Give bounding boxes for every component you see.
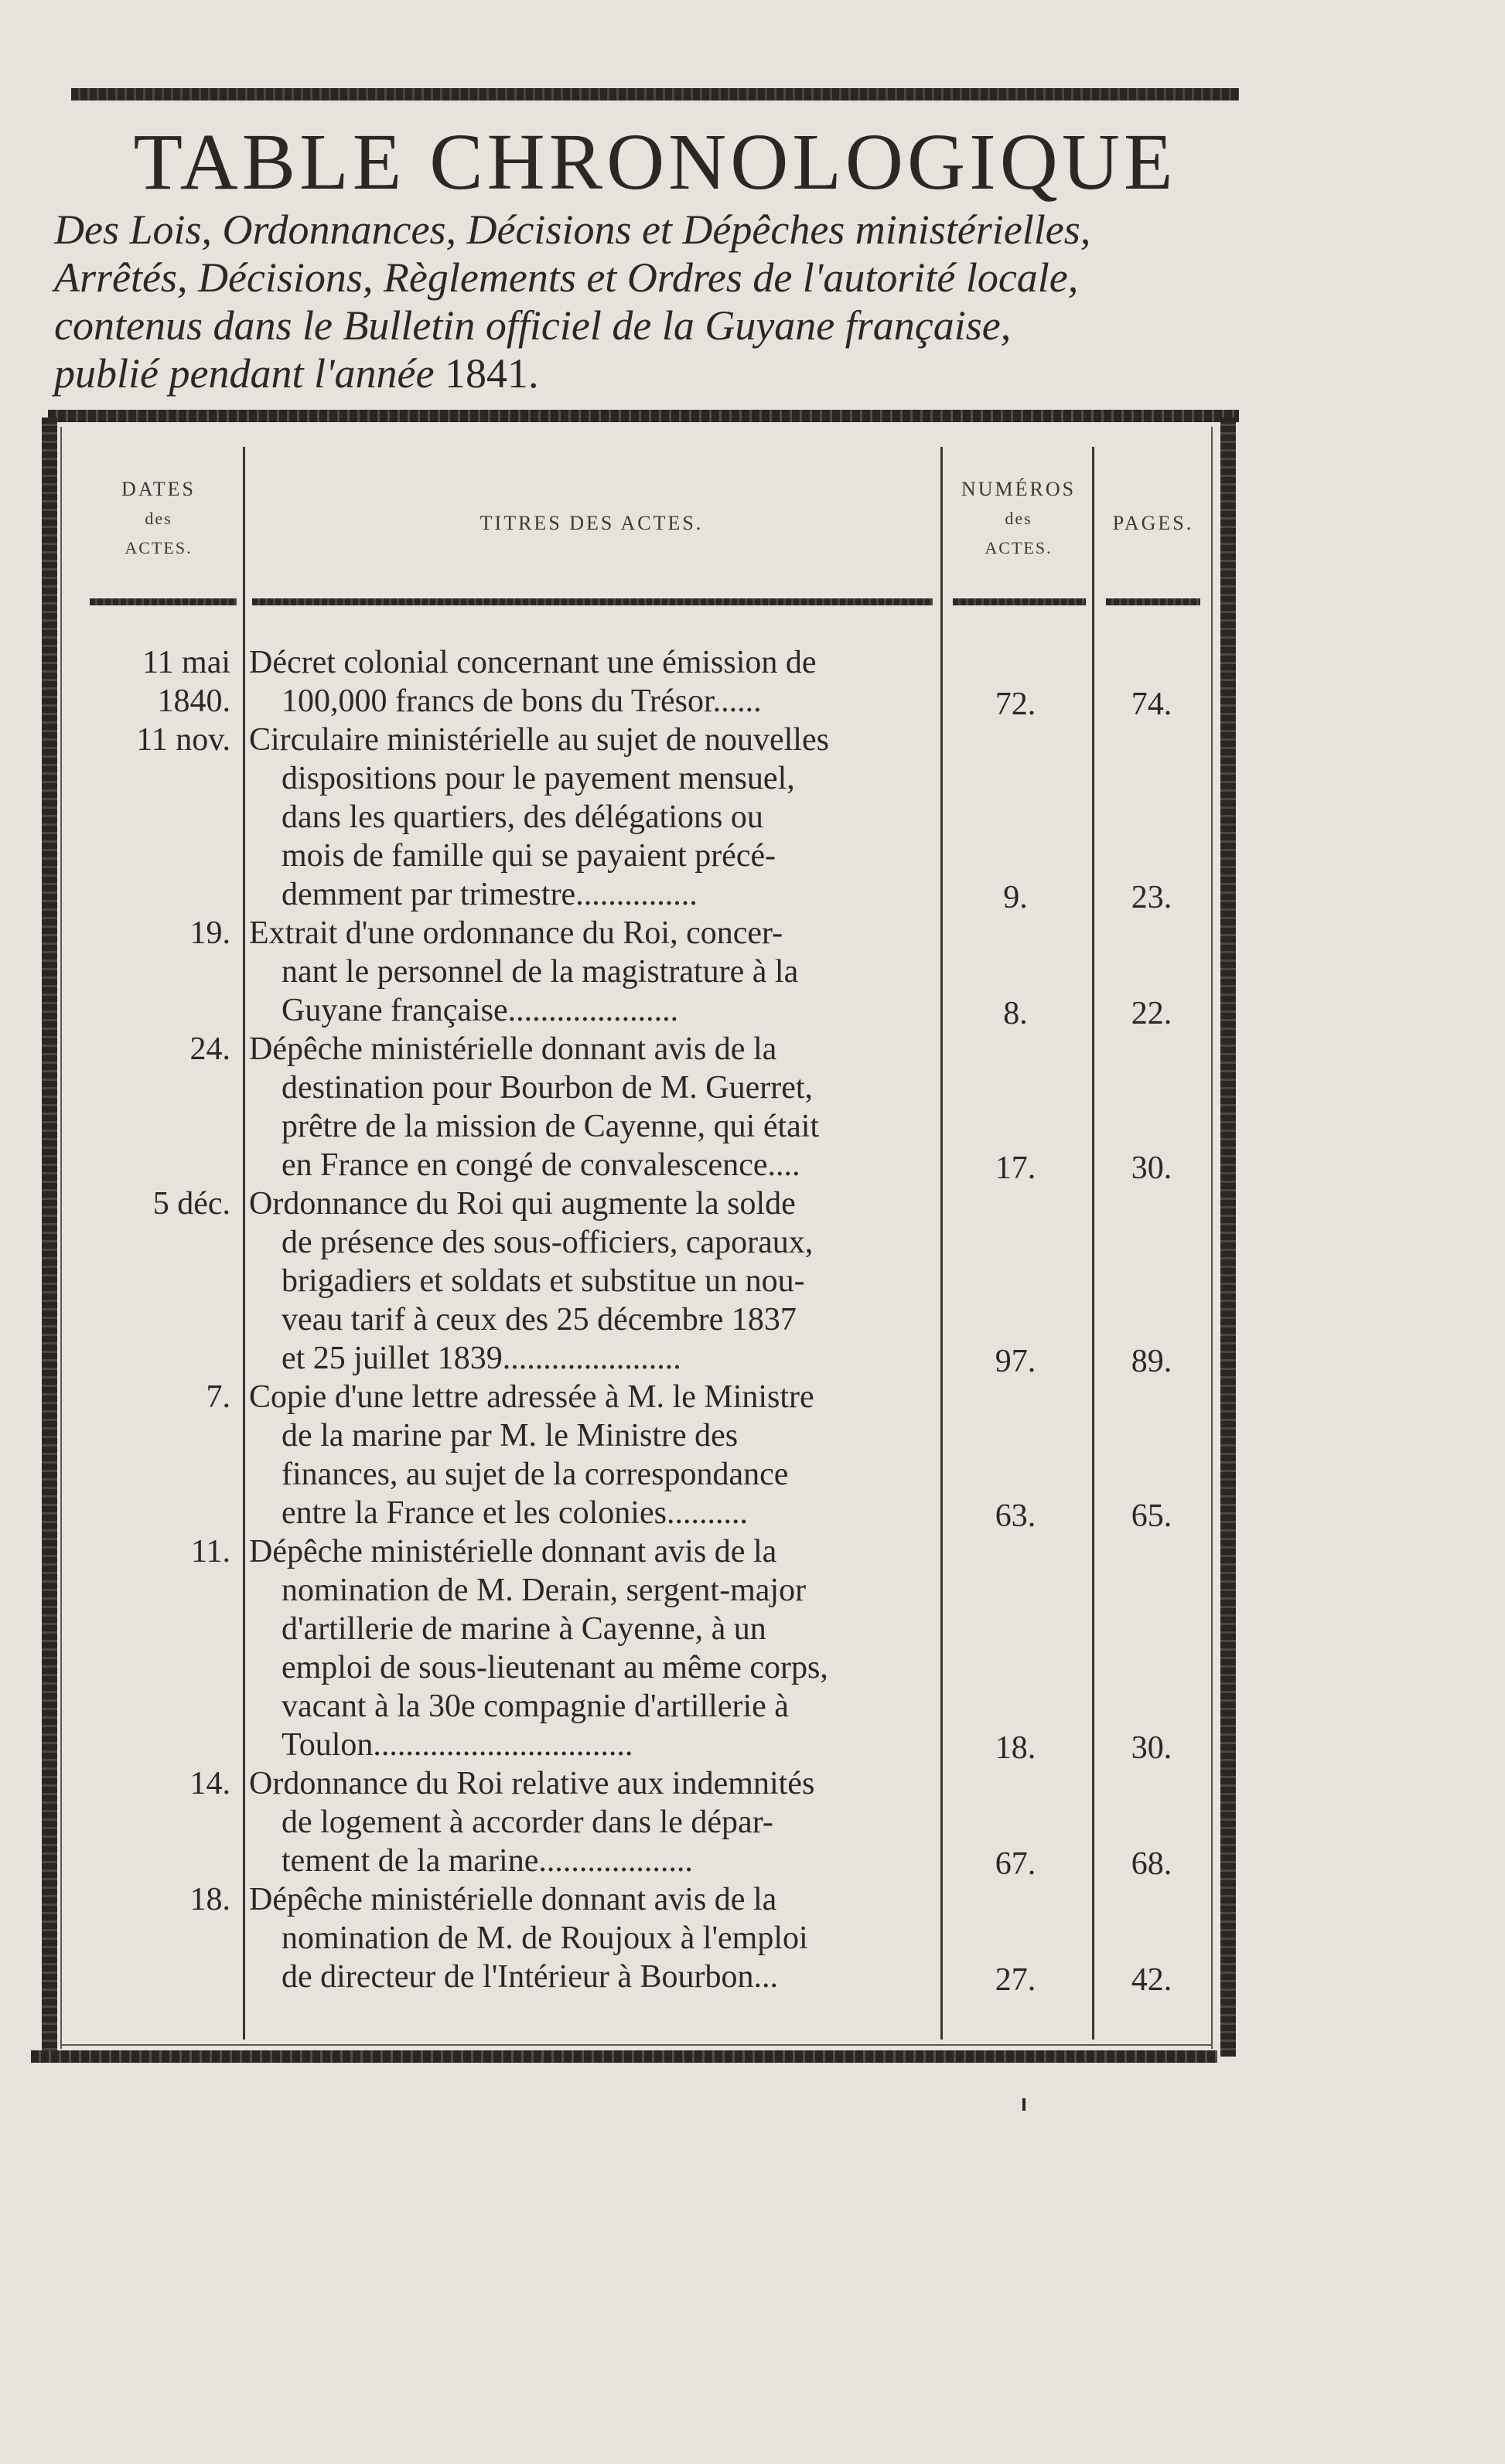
row-page: 74. [1131,687,1172,722]
header-numeros-line: des [1005,509,1032,528]
header-titres: TITRES DES ACTES. [479,512,704,534]
row-date: 19. [189,915,230,951]
header-dates-line: ACTES. [125,538,193,557]
row-numero: 9. [1003,880,1028,915]
row-title-line: Guyane française..................... [282,993,679,1028]
row-title-line: Circulaire ministérielle au sujet de nouvelles [249,722,829,758]
stray-mark [1022,2098,1026,2111]
row-date: 1840. [157,683,230,719]
row-page: 23. [1131,880,1172,915]
row-title-line: Ordonnance du Roi relative aux indemnités [249,1766,815,1801]
row-title-line: dispositions pour le payement mensuel, [282,761,795,796]
row-page: 68. [1131,1846,1172,1882]
header-rule [1106,598,1200,605]
row-title-line: finances, au sujet de la correspondance [282,1457,789,1492]
subtitle [54,206,1237,397]
header-rule [252,598,933,605]
row-title-line: et 25 juillet 1839...................... [282,1341,681,1376]
row-title-line: Toulon................................ [282,1727,633,1763]
header-numeros [947,475,1090,563]
subtitle-line: Arrêtés, Décisions, Règlements et Ordres de l'autorité locale, [54,254,1079,301]
row-page: 30. [1131,1150,1172,1186]
table-frame-bottom [31,2050,1217,2063]
subtitle-line: Des Lois, Ordonnances, Décisions et Dépêches ministérielles, [54,206,1091,253]
row-title-line: dans les quartiers, des délégations ou [282,799,763,835]
subtitle-line-last [54,349,1237,397]
subtitle-line: contenus dans le Bulletin officiel de la Guyane française, [54,302,1012,349]
row-date: 5 déc. [152,1186,230,1222]
page-title: TABLE CHRONOLOGIQUE [133,118,1177,206]
row-title-line: de la marine par M. le Ministre des [282,1418,739,1454]
row-title-line: Dépêche ministérielle donnant avis de la [249,1534,777,1569]
row-title-line: vacant à la 30e compagnie d'artillerie à [282,1689,789,1724]
row-title-line: nomination de M. Derain, sergent-major [282,1573,807,1608]
row-page: 42. [1131,1962,1172,1998]
row-date: 11 mai [142,645,230,680]
table-frame-left [42,417,57,2057]
subtitle-year: 1841. [444,350,539,397]
row-title-line: de directeur de l'Intérieur à Bourbon... [282,1959,778,1995]
row-title-line: nant le personnel de la magistrature à la [282,954,799,990]
row-title-line: prêtre de la mission de Cayenne, qui était [282,1109,820,1144]
table-frame-right [1220,417,1236,2057]
row-title-line: tement de la marine................... [282,1843,693,1879]
row-date: 7. [206,1379,230,1415]
row-date: 24. [189,1031,230,1067]
row-title-line: Copie d'une lettre adressée à M. le Ministre [249,1379,814,1415]
header-dates [85,475,232,563]
header-numeros-line: NUMÉROS [961,478,1077,500]
inner-frame-line [60,427,62,2049]
row-numero: 97. [995,1344,1036,1379]
inner-frame-line [1211,427,1213,2049]
header-pages: PAGES. [1112,512,1194,534]
subtitle-prefix: publié pendant l'année [54,350,445,397]
row-title-line: veau tarif à ceux des 25 décembre 1837 [282,1302,797,1338]
row-title-line: entre la France et les colonies.......... [282,1495,748,1531]
row-numero: 18. [995,1730,1036,1766]
column-divider [1092,447,1094,2040]
row-page: 89. [1131,1344,1172,1379]
row-title-line: emploi de sous-lieutenant au même corps, [282,1650,828,1685]
row-title-line: nomination de M. de Roujoux à l'emploi [282,1920,808,1956]
header-numeros-line: ACTES. [985,538,1053,557]
header-dates-line: des [145,509,172,528]
row-title-line: en France en congé de convalescence.... [282,1147,800,1183]
row-date: 11. [191,1534,230,1569]
row-numero: 17. [995,1150,1036,1186]
row-title-line: 100,000 francs de bons du Trésor...... [282,683,762,719]
column-divider [940,447,943,2040]
row-title-line: d'artillerie de marine à Cayenne, à un [282,1611,766,1647]
row-title-line: Dépêche ministérielle donnant avis de la [249,1031,777,1067]
row-numero: 27. [995,1962,1036,1998]
row-title-line: Ordonnance du Roi qui augmente la solde [249,1186,796,1222]
table-frame-top [48,410,1239,422]
header-rule [953,598,1086,605]
row-title-line: Dépêche ministérielle donnant avis de la [249,1882,777,1917]
header-dates-line: DATES [121,478,196,500]
row-title-line: demment par trimestre............... [282,877,698,912]
row-date: 11 nov. [136,722,230,758]
row-title-line: Extrait d'une ordonnance du Roi, concer- [249,915,783,951]
row-page: 65. [1131,1498,1172,1534]
row-date: 18. [189,1882,230,1917]
row-numero: 63. [995,1498,1036,1534]
row-page: 30. [1131,1730,1172,1766]
row-page: 22. [1131,996,1172,1031]
row-title-line: brigadiers et soldats et substitue un nou- [282,1263,805,1299]
row-title-line: destination pour Bourbon de M. Guerret, [282,1070,814,1106]
row-title-line: mois de famille qui se payaient précé- [282,838,776,874]
row-date: 14. [189,1766,230,1801]
row-title-line: de présence des sous-officiers, caporaux, [282,1225,814,1260]
row-numero: 67. [995,1846,1036,1882]
top-decorative-rule [71,88,1239,101]
row-numero: 72. [995,687,1036,722]
header-rule [90,598,237,605]
inner-frame-line [62,2044,1213,2046]
row-title-line: de logement à accorder dans le dépar- [282,1805,773,1840]
row-title-line: Décret colonial concernant une émission de [249,645,817,680]
column-divider [243,447,245,2040]
row-numero: 8. [1003,996,1028,1031]
